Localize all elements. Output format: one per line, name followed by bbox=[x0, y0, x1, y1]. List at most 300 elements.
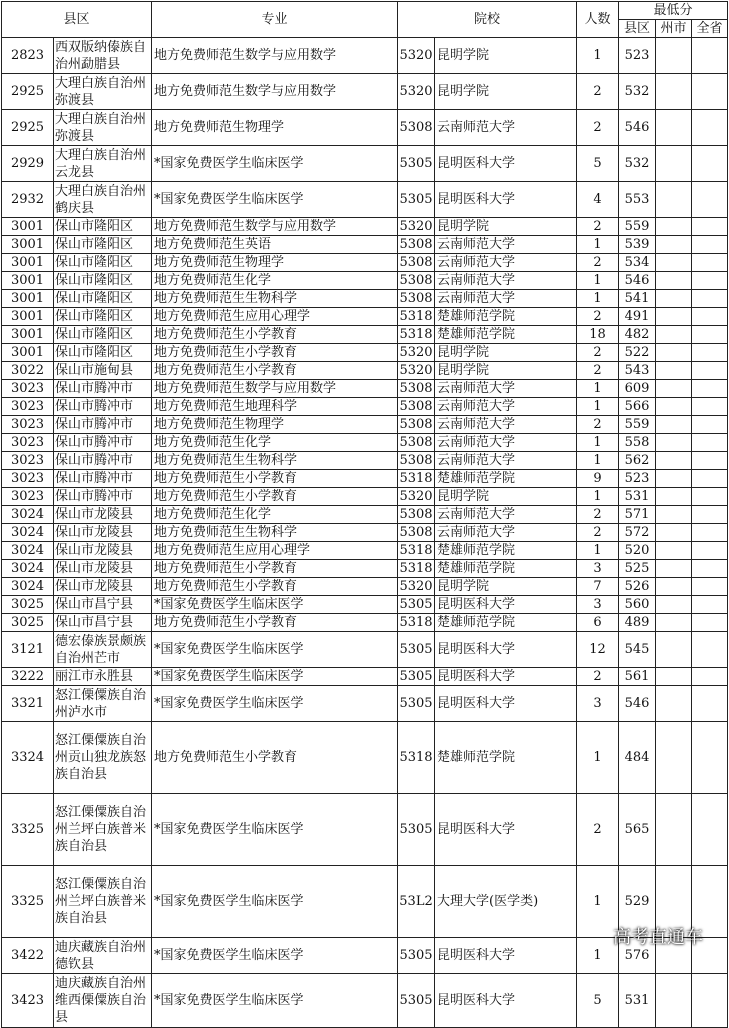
cell-county: 大理白族自治州弥渡县 bbox=[54, 74, 152, 110]
cell-major: 地方免费师范生英语 bbox=[152, 236, 398, 254]
cell-school: 昆明医科大学 bbox=[435, 794, 577, 866]
cell-s3 bbox=[692, 722, 728, 794]
cell-code: 3024 bbox=[2, 524, 54, 542]
cell-s2 bbox=[656, 722, 692, 794]
cell-num: 1 bbox=[577, 380, 619, 398]
table-row bbox=[2, 488, 728, 506]
cell-county: 保山市腾冲市 bbox=[54, 416, 152, 434]
table-row bbox=[2, 632, 728, 668]
cell-num: 2 bbox=[577, 344, 619, 362]
cell-s1: 576 bbox=[619, 938, 656, 974]
cell-major: 地方免费师范生小学教育 bbox=[152, 362, 398, 380]
cell-num: 2 bbox=[577, 308, 619, 326]
cell-num: 6 bbox=[577, 614, 619, 632]
cell-county: 保山市昌宁县 bbox=[54, 614, 152, 632]
cell-s3 bbox=[692, 470, 728, 488]
cell-num: 9 bbox=[577, 470, 619, 488]
cell-s1: 482 bbox=[619, 326, 656, 344]
cell-s3 bbox=[692, 452, 728, 470]
cell-code: 3023 bbox=[2, 398, 54, 416]
cell-school: 昆明学院 bbox=[435, 488, 577, 506]
cell-major: *国家免费医学生临床医学 bbox=[152, 596, 398, 614]
cell-s1: 526 bbox=[619, 578, 656, 596]
cell-s3 bbox=[692, 596, 728, 614]
table-row bbox=[2, 578, 728, 596]
cell-scode: 5305 bbox=[399, 669, 433, 684]
cell-num: 2 bbox=[577, 668, 619, 686]
cell-major: 地方免费师范生小学教育 bbox=[152, 326, 398, 344]
cell-major: *国家免费医学生临床医学 bbox=[152, 182, 398, 218]
cell-county: 保山市施甸县 bbox=[54, 362, 152, 380]
cell-school: 昆明医科大学 bbox=[435, 146, 577, 182]
watermark-text: 高考直通车 bbox=[613, 927, 703, 948]
cell-major: 地方免费师范生物理学 bbox=[152, 416, 398, 434]
cell-school: 楚雄师范学院 bbox=[435, 470, 577, 488]
cell-code: 2925 bbox=[2, 110, 54, 146]
cell-s3 bbox=[692, 254, 728, 272]
cell-school: 云南师范大学 bbox=[435, 380, 577, 398]
cell-s3 bbox=[692, 146, 728, 182]
cell-major: 地方免费师范生生物科学 bbox=[152, 524, 398, 542]
cell-code: 3024 bbox=[2, 506, 54, 524]
cell-s1: 572 bbox=[619, 524, 656, 542]
cell-code: 3001 bbox=[2, 290, 54, 308]
cell-major: 地方免费师范生化学 bbox=[152, 272, 398, 290]
cell-major: *国家免费医学生临床医学 bbox=[152, 668, 398, 686]
cell-school: 云南师范大学 bbox=[435, 524, 577, 542]
cell-code: 2932 bbox=[2, 182, 54, 218]
table-row bbox=[2, 416, 728, 434]
cell-s3 bbox=[692, 434, 728, 452]
cell-school: 昆明医科大学 bbox=[435, 974, 577, 1028]
cell-county: 保山市腾冲市 bbox=[54, 452, 152, 470]
cell-s2 bbox=[656, 578, 692, 596]
cell-major: *国家免费医学生临床医学 bbox=[152, 632, 398, 668]
cell-scode: 5308 bbox=[399, 255, 433, 270]
cell-scode: 5305 bbox=[398, 974, 435, 1028]
table-row bbox=[2, 146, 728, 182]
cell-major: 地方免费师范生数学与应用数学 bbox=[152, 74, 398, 110]
cell-s2 bbox=[656, 560, 692, 578]
cell-scode: 5308 bbox=[399, 525, 433, 540]
cell-s2 bbox=[656, 308, 692, 326]
cell-school: 云南师范大学 bbox=[435, 272, 577, 290]
cell-s2 bbox=[656, 272, 692, 290]
cell-s1: 546 bbox=[619, 272, 656, 290]
cell-s2 bbox=[656, 794, 692, 866]
cell-major: 地方免费师范生小学教育 bbox=[152, 722, 398, 794]
cell-county: 怒江傈僳族自治州泸水市 bbox=[54, 686, 152, 722]
cell-num: 1 bbox=[577, 542, 619, 560]
cell-scode: 5318 bbox=[399, 309, 433, 324]
cell-code: 3001 bbox=[2, 236, 54, 254]
cell-s2 bbox=[656, 380, 692, 398]
cell-scode: 5320 bbox=[399, 345, 433, 360]
cell-s3 bbox=[692, 416, 728, 434]
cell-code: 3423 bbox=[2, 974, 54, 1028]
cell-s2 bbox=[656, 506, 692, 524]
table-row bbox=[2, 470, 728, 488]
cell-s3 bbox=[692, 74, 728, 110]
cell-school: 云南师范大学 bbox=[435, 290, 577, 308]
cell-school: 昆明学院 bbox=[435, 38, 577, 74]
cell-scode: 5308 bbox=[399, 453, 433, 468]
cell-major: 地方免费师范生小学教育 bbox=[152, 560, 398, 578]
cell-scode: 5308 bbox=[399, 273, 433, 288]
cell-school: 楚雄师范学院 bbox=[435, 614, 577, 632]
cell-scode: 5308 bbox=[399, 507, 433, 522]
cell-major: 地方免费师范生物理学 bbox=[152, 254, 398, 272]
cell-code: 3321 bbox=[2, 686, 54, 722]
cell-s2 bbox=[656, 326, 692, 344]
cell-s1: 529 bbox=[619, 866, 656, 938]
table-row bbox=[2, 110, 728, 146]
cell-s3 bbox=[692, 578, 728, 596]
cell-scode: 5318 bbox=[399, 471, 433, 486]
cell-school: 昆明医科大学 bbox=[435, 686, 577, 722]
cell-s3 bbox=[692, 398, 728, 416]
cell-num: 2 bbox=[577, 524, 619, 542]
cell-scode: 5318 bbox=[399, 543, 433, 558]
cell-school: 云南师范大学 bbox=[435, 416, 577, 434]
cell-county: 德宏傣族景颇族自治州芒市 bbox=[54, 632, 152, 668]
cell-s2 bbox=[656, 434, 692, 452]
cell-s3 bbox=[692, 974, 728, 1028]
table-row bbox=[2, 182, 728, 218]
table-row bbox=[2, 326, 728, 344]
cell-county: 保山市腾冲市 bbox=[54, 434, 152, 452]
cell-num: 1 bbox=[577, 398, 619, 416]
cell-num: 1 bbox=[577, 290, 619, 308]
cell-s1: 565 bbox=[619, 794, 656, 866]
cell-scode: 5305 bbox=[398, 686, 435, 722]
cell-s1: 560 bbox=[619, 596, 656, 614]
cell-s1: 558 bbox=[619, 434, 656, 452]
cell-s3 bbox=[692, 182, 728, 218]
cell-s3 bbox=[692, 362, 728, 380]
table-row bbox=[2, 254, 728, 272]
table-row bbox=[2, 398, 728, 416]
cell-s2 bbox=[656, 470, 692, 488]
cell-num: 18 bbox=[577, 326, 619, 344]
table-row bbox=[2, 452, 728, 470]
cell-s1: 525 bbox=[619, 560, 656, 578]
cell-major: 地方免费师范生应用心理学 bbox=[152, 308, 398, 326]
cell-scode: 53L2 bbox=[398, 866, 435, 938]
cell-county: 迪庆藏族自治州德钦县 bbox=[54, 938, 152, 974]
cell-code: 3222 bbox=[2, 668, 54, 686]
cell-num: 3 bbox=[577, 686, 619, 722]
cell-scode: 5318 bbox=[399, 327, 433, 342]
cell-major: 地方免费师范生小学教育 bbox=[152, 470, 398, 488]
cell-school: 云南师范大学 bbox=[435, 236, 577, 254]
cell-county: 保山市昌宁县 bbox=[54, 596, 152, 614]
header-row bbox=[2, 2, 728, 20]
cell-scode: 5320 bbox=[398, 38, 435, 74]
cell-school: 云南师范大学 bbox=[435, 434, 577, 452]
cell-s1: 539 bbox=[619, 236, 656, 254]
cell-major: 地方免费师范生应用心理学 bbox=[152, 542, 398, 560]
cell-scode: 5320 bbox=[399, 489, 433, 504]
cell-s3 bbox=[692, 344, 728, 362]
cell-county: 保山市隆阳区 bbox=[54, 326, 152, 344]
cell-code: 3022 bbox=[2, 362, 54, 380]
cell-code: 3001 bbox=[2, 254, 54, 272]
table-body bbox=[2, 38, 728, 1028]
cell-scode: 5318 bbox=[399, 561, 433, 576]
cell-s3 bbox=[692, 272, 728, 290]
cell-num: 1 bbox=[577, 434, 619, 452]
cell-s1: 571 bbox=[619, 506, 656, 524]
cell-s2 bbox=[656, 488, 692, 506]
cell-num: 2 bbox=[577, 254, 619, 272]
cell-county: 保山市隆阳区 bbox=[54, 218, 152, 236]
cell-code: 3024 bbox=[2, 560, 54, 578]
cell-school: 昆明医科大学 bbox=[435, 632, 577, 668]
cell-num: 2 bbox=[577, 416, 619, 434]
cell-s1: 541 bbox=[619, 290, 656, 308]
cell-s2 bbox=[656, 218, 692, 236]
cell-scode: 5318 bbox=[399, 615, 433, 630]
cell-major: *国家免费医学生临床医学 bbox=[152, 974, 398, 1028]
cell-s1: 609 bbox=[619, 380, 656, 398]
cell-scode: 5308 bbox=[399, 237, 433, 252]
cell-county: 保山市隆阳区 bbox=[54, 308, 152, 326]
cell-s1: 484 bbox=[619, 722, 656, 794]
cell-code: 3001 bbox=[2, 218, 54, 236]
cell-major: *国家免费医学生临床医学 bbox=[152, 938, 398, 974]
header-sub-province: 全省 bbox=[692, 20, 728, 38]
cell-code: 3025 bbox=[2, 596, 54, 614]
cell-school: 昆明医科大学 bbox=[435, 182, 577, 218]
cell-num: 1 bbox=[577, 938, 619, 974]
cell-s1: 523 bbox=[619, 38, 656, 74]
cell-s3 bbox=[692, 290, 728, 308]
cell-s2 bbox=[656, 362, 692, 380]
cell-s2 bbox=[656, 614, 692, 632]
cell-major: *国家免费医学生临床医学 bbox=[152, 686, 398, 722]
cell-county: 保山市隆阳区 bbox=[54, 236, 152, 254]
cell-code: 3025 bbox=[2, 614, 54, 632]
cell-s1: 559 bbox=[619, 218, 656, 236]
cell-num: 1 bbox=[577, 38, 619, 74]
cell-num: 2 bbox=[577, 506, 619, 524]
cell-scode: 5320 bbox=[399, 363, 433, 378]
table-row bbox=[2, 686, 728, 722]
cell-major: 地方免费师范生小学教育 bbox=[152, 578, 398, 596]
cell-county: 怒江傈僳族自治州兰坪白族普米族自治县 bbox=[54, 794, 152, 866]
table-row bbox=[2, 38, 728, 74]
cell-county: 保山市隆阳区 bbox=[54, 254, 152, 272]
cell-county: 西双版纳傣族自治州勐腊县 bbox=[54, 38, 152, 74]
table-row bbox=[2, 380, 728, 398]
cell-num: 2 bbox=[577, 218, 619, 236]
cell-county: 怒江傈僳族自治州贡山独龙族怒族自治县 bbox=[54, 722, 152, 794]
cell-s1: 491 bbox=[619, 308, 656, 326]
header-min-score: 最低分 bbox=[619, 2, 728, 20]
header-county: 县区 bbox=[2, 2, 152, 38]
cell-code: 3023 bbox=[2, 452, 54, 470]
cell-code: 3324 bbox=[2, 722, 54, 794]
cell-school: 昆明学院 bbox=[435, 362, 577, 380]
cell-code: 3121 bbox=[2, 632, 54, 668]
cell-scode: 5305 bbox=[398, 182, 435, 218]
table-row bbox=[2, 434, 728, 452]
cell-s1: 545 bbox=[619, 632, 656, 668]
cell-county: 保山市腾冲市 bbox=[54, 398, 152, 416]
cell-major: 地方免费师范生小学教育 bbox=[152, 488, 398, 506]
cell-s2 bbox=[656, 542, 692, 560]
cell-code: 2929 bbox=[2, 146, 54, 182]
cell-major: 地方免费师范生数学与应用数学 bbox=[152, 380, 398, 398]
cell-code: 3023 bbox=[2, 380, 54, 398]
cell-scode: 5308 bbox=[399, 417, 433, 432]
cell-s3 bbox=[692, 794, 728, 866]
cell-s1: 559 bbox=[619, 416, 656, 434]
cell-scode: 5305 bbox=[399, 597, 433, 612]
cell-code: 3001 bbox=[2, 308, 54, 326]
cell-code: 3001 bbox=[2, 272, 54, 290]
cell-county: 迪庆藏族自治州维西傈僳族自治县 bbox=[54, 974, 152, 1028]
cell-code: 3024 bbox=[2, 542, 54, 560]
cell-s1: 520 bbox=[619, 542, 656, 560]
cell-s3 bbox=[692, 668, 728, 686]
cell-num: 12 bbox=[577, 632, 619, 668]
cell-s3 bbox=[692, 686, 728, 722]
cell-county: 保山市腾冲市 bbox=[54, 488, 152, 506]
cell-school: 楚雄师范学院 bbox=[435, 542, 577, 560]
table-row bbox=[2, 668, 728, 686]
cell-s3 bbox=[692, 380, 728, 398]
cell-s1: 531 bbox=[619, 974, 656, 1028]
cell-major: *国家免费医学生临床医学 bbox=[152, 794, 398, 866]
cell-s2 bbox=[656, 236, 692, 254]
cell-num: 5 bbox=[577, 146, 619, 182]
cell-major: *国家免费医学生临床医学 bbox=[152, 146, 398, 182]
cell-s2 bbox=[656, 452, 692, 470]
cell-s2 bbox=[656, 974, 692, 1028]
cell-scode: 5305 bbox=[398, 632, 435, 668]
table-row bbox=[2, 236, 728, 254]
cell-s3 bbox=[692, 506, 728, 524]
cell-s1: 532 bbox=[619, 146, 656, 182]
cell-school: 楚雄师范学院 bbox=[435, 326, 577, 344]
cell-code: 2925 bbox=[2, 74, 54, 110]
cell-s1: 522 bbox=[619, 344, 656, 362]
cell-county: 保山市腾冲市 bbox=[54, 470, 152, 488]
table-row bbox=[2, 524, 728, 542]
cell-s2 bbox=[656, 416, 692, 434]
header-count: 人数 bbox=[577, 2, 619, 38]
table-row bbox=[2, 596, 728, 614]
cell-major: 地方免费师范生数学与应用数学 bbox=[152, 218, 398, 236]
cell-num: 1 bbox=[577, 236, 619, 254]
table-row bbox=[2, 272, 728, 290]
cell-code: 3325 bbox=[2, 866, 54, 938]
cell-num: 1 bbox=[577, 452, 619, 470]
cell-school: 楚雄师范学院 bbox=[435, 308, 577, 326]
cell-s3 bbox=[692, 560, 728, 578]
cell-major: 地方免费师范生地理科学 bbox=[152, 398, 398, 416]
cell-scode: 5320 bbox=[398, 74, 435, 110]
cell-code: 3023 bbox=[2, 488, 54, 506]
cell-num: 1 bbox=[577, 272, 619, 290]
cell-s2 bbox=[656, 344, 692, 362]
table-row bbox=[2, 506, 728, 524]
cell-scode: 5308 bbox=[399, 381, 433, 396]
cell-s1: 534 bbox=[619, 254, 656, 272]
cell-s2 bbox=[656, 254, 692, 272]
cell-s2 bbox=[656, 524, 692, 542]
admission-score-table bbox=[1, 1, 728, 1028]
cell-s1: 546 bbox=[619, 686, 656, 722]
cell-num: 5 bbox=[577, 974, 619, 1028]
cell-school: 昆明学院 bbox=[435, 218, 577, 236]
cell-num: 1 bbox=[577, 866, 619, 938]
cell-num: 4 bbox=[577, 182, 619, 218]
cell-s1: 561 bbox=[619, 668, 656, 686]
table-row bbox=[2, 308, 728, 326]
table-row bbox=[2, 344, 728, 362]
cell-s2 bbox=[656, 668, 692, 686]
cell-county: 保山市隆阳区 bbox=[54, 290, 152, 308]
cell-school: 昆明学院 bbox=[435, 74, 577, 110]
cell-s3 bbox=[692, 614, 728, 632]
cell-county: 保山市隆阳区 bbox=[54, 344, 152, 362]
cell-s3 bbox=[692, 308, 728, 326]
cell-major: 地方免费师范生小学教育 bbox=[152, 614, 398, 632]
cell-school: 大理大学(医学类) bbox=[435, 866, 577, 938]
cell-s1: 523 bbox=[619, 470, 656, 488]
header-school: 院校 bbox=[398, 2, 577, 38]
cell-scode: 5305 bbox=[398, 938, 435, 974]
cell-major: 地方免费师范生化学 bbox=[152, 434, 398, 452]
header-sub-county: 县区 bbox=[619, 20, 656, 38]
cell-county: 保山市龙陵县 bbox=[54, 578, 152, 596]
cell-s2 bbox=[656, 38, 692, 74]
cell-scode: 5305 bbox=[398, 146, 435, 182]
cell-s3 bbox=[692, 218, 728, 236]
cell-s2 bbox=[656, 74, 692, 110]
cell-num: 2 bbox=[577, 794, 619, 866]
cell-s3 bbox=[692, 632, 728, 668]
cell-school: 云南师范大学 bbox=[435, 110, 577, 146]
header-major: 专业 bbox=[152, 2, 398, 38]
cell-s1: 546 bbox=[619, 110, 656, 146]
cell-major: 地方免费师范生化学 bbox=[152, 506, 398, 524]
cell-s2 bbox=[656, 632, 692, 668]
cell-num: 3 bbox=[577, 596, 619, 614]
cell-code: 3001 bbox=[2, 344, 54, 362]
cell-code: 3001 bbox=[2, 326, 54, 344]
cell-s1: 532 bbox=[619, 74, 656, 110]
cell-num: 2 bbox=[577, 362, 619, 380]
cell-county: 保山市龙陵县 bbox=[54, 560, 152, 578]
cell-school: 昆明医科大学 bbox=[435, 668, 577, 686]
cell-school: 云南师范大学 bbox=[435, 506, 577, 524]
cell-county: 保山市隆阳区 bbox=[54, 272, 152, 290]
cell-s2 bbox=[656, 110, 692, 146]
cell-code: 2823 bbox=[2, 38, 54, 74]
cell-county: 大理白族自治州鹤庆县 bbox=[54, 182, 152, 218]
header-sub-city: 州市 bbox=[656, 20, 692, 38]
cell-county: 保山市腾冲市 bbox=[54, 380, 152, 398]
cell-s2 bbox=[656, 596, 692, 614]
cell-major: *国家免费医学生临床医学 bbox=[152, 866, 398, 938]
cell-s1: 562 bbox=[619, 452, 656, 470]
cell-county: 保山市龙陵县 bbox=[54, 524, 152, 542]
cell-county: 怒江傈僳族自治州兰坪白族普米族自治县 bbox=[54, 866, 152, 938]
